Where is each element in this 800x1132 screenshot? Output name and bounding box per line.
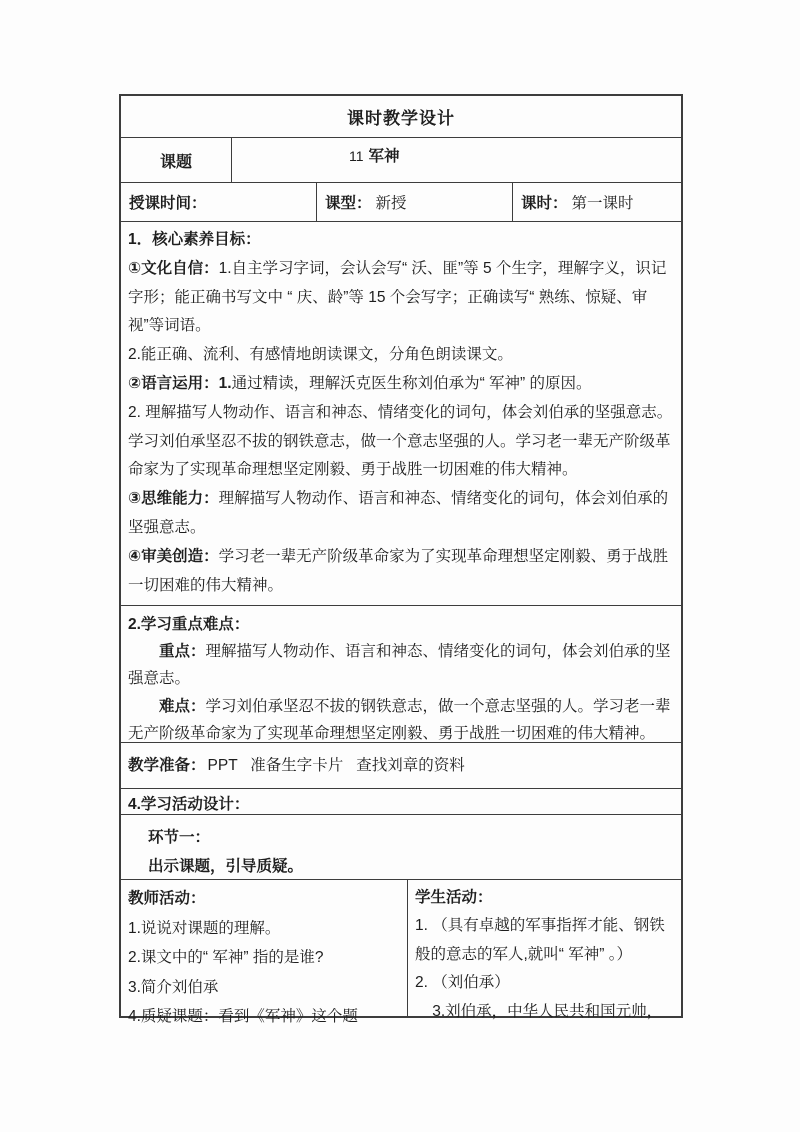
subject-row (121, 138, 681, 183)
course-type-label: 课型： (325, 195, 372, 212)
session-value: 第一课时 (571, 195, 634, 212)
student-activity-column (408, 880, 681, 1020)
teacher-activity-items (128, 914, 400, 1032)
stage-subtitle: 出示课题，引导质疑。 (148, 858, 304, 875)
list-item: 2. （刘伯承） (415, 974, 510, 992)
core-goals-section (121, 222, 681, 606)
list-item: 1.说说对课题的理解。 (128, 919, 281, 937)
session-label: 课时： (521, 195, 568, 212)
meta-row (121, 183, 681, 222)
list-item: 3.简介刘伯承 (128, 978, 219, 996)
paragraph: ④审美创造：学习老一辈无产阶级革命家为了实现革命理想坚定刚毅、勇于战胜一切困难的伟大精神。 (128, 547, 669, 594)
list-item: 1. （具有卓越的军事指挥才能、钢铁般的意志的军人,就叫“ 军神” 。） (415, 917, 665, 963)
teaching-time-cell (121, 183, 317, 221)
list-item: 2.课文中的“ 军神” 指的是谁? (128, 949, 324, 966)
subject-label: 课题 (121, 138, 232, 182)
lesson-number: 11 (349, 148, 364, 164)
keypoints-section (121, 606, 681, 743)
prep-section (121, 743, 681, 789)
keypoints-paragraphs (128, 638, 674, 747)
lesson-plan-table (119, 94, 683, 1025)
core-goals-heading: 1．核心素养目标： (128, 231, 261, 248)
document-title: 课时教学设计 (121, 96, 681, 138)
paragraph: ②语言运用：1.通过精读，理解沃克医生称刘伯承为“ 军神” 的原因。 (128, 374, 592, 392)
activity-design-heading: 4.学习活动设计： (121, 789, 681, 815)
stage-title: 环节一： (148, 829, 211, 846)
paragraph: ③思维能力：理解描写人物动作、语言和神态、情绪变化的词句，体会刘伯承的坚强意志。 (128, 490, 669, 536)
subject-value (232, 138, 681, 182)
keypoints-heading: 2.学习重点难点： (128, 616, 250, 633)
paragraph: 难点：学习刘伯承坚忍不拔的钢铁意志，做一个意志坚强的人。学习老一辈无产阶级革命家为了实现革命理想坚定刚毅、勇于战胜一切困难的伟大精神。 (128, 697, 671, 742)
course-type-value: 新授 (375, 195, 407, 212)
stage-section (121, 815, 681, 880)
list-item: 3.刘伯承，中华人民共和国元帅， (415, 1002, 663, 1020)
session-cell (513, 183, 681, 221)
lesson-name: 军神 (368, 148, 400, 165)
paragraph: ①文化自信：1.自主学习字词，会认会写“ 沃、匪”等 5 个生字，理解字义，识记字形；能正确书写文中 “ 庆、龄”等 15 个会写字；正确读写“ 熟练、惊疑、审视”等词语。 (128, 259, 667, 335)
core-goals-paragraphs (128, 255, 674, 601)
student-activity-heading: 学生活动： (415, 889, 493, 906)
paragraph: 重点：理解描写人物动作、语言和神态、情绪变化的词句，体会刘伯承的坚强意志。 (128, 643, 671, 688)
teacher-activity-heading: 教师活动： (128, 890, 206, 907)
course-type-cell (317, 183, 513, 221)
prep-value: PPT 准备生字卡片 查找刘章的资料 (207, 757, 465, 774)
list-item: 4.质疑课题：看到《军神》这个题 (128, 1008, 358, 1025)
paragraph: 2.能正确、流利、有感情地朗读课文，分角色朗读课文。 (128, 346, 513, 364)
activities-row (121, 880, 681, 1025)
teaching-time-label: 授课时间： (129, 195, 207, 212)
paragraph: 2. 理解描写人物动作、语言和神态、情绪变化的词句，体会刘伯承的坚强意志。学习刘伯承坚忍不拔的钢铁意志，做一个意志坚强的人。学习老一辈无产阶级革命家为了实现革命理想坚定刚毅、勇于战胜一切困难的伟大精神。 (128, 403, 673, 479)
teacher-activity-column (121, 880, 408, 1025)
student-activity-items (415, 912, 674, 1026)
prep-label: 教学准备： (128, 757, 206, 774)
